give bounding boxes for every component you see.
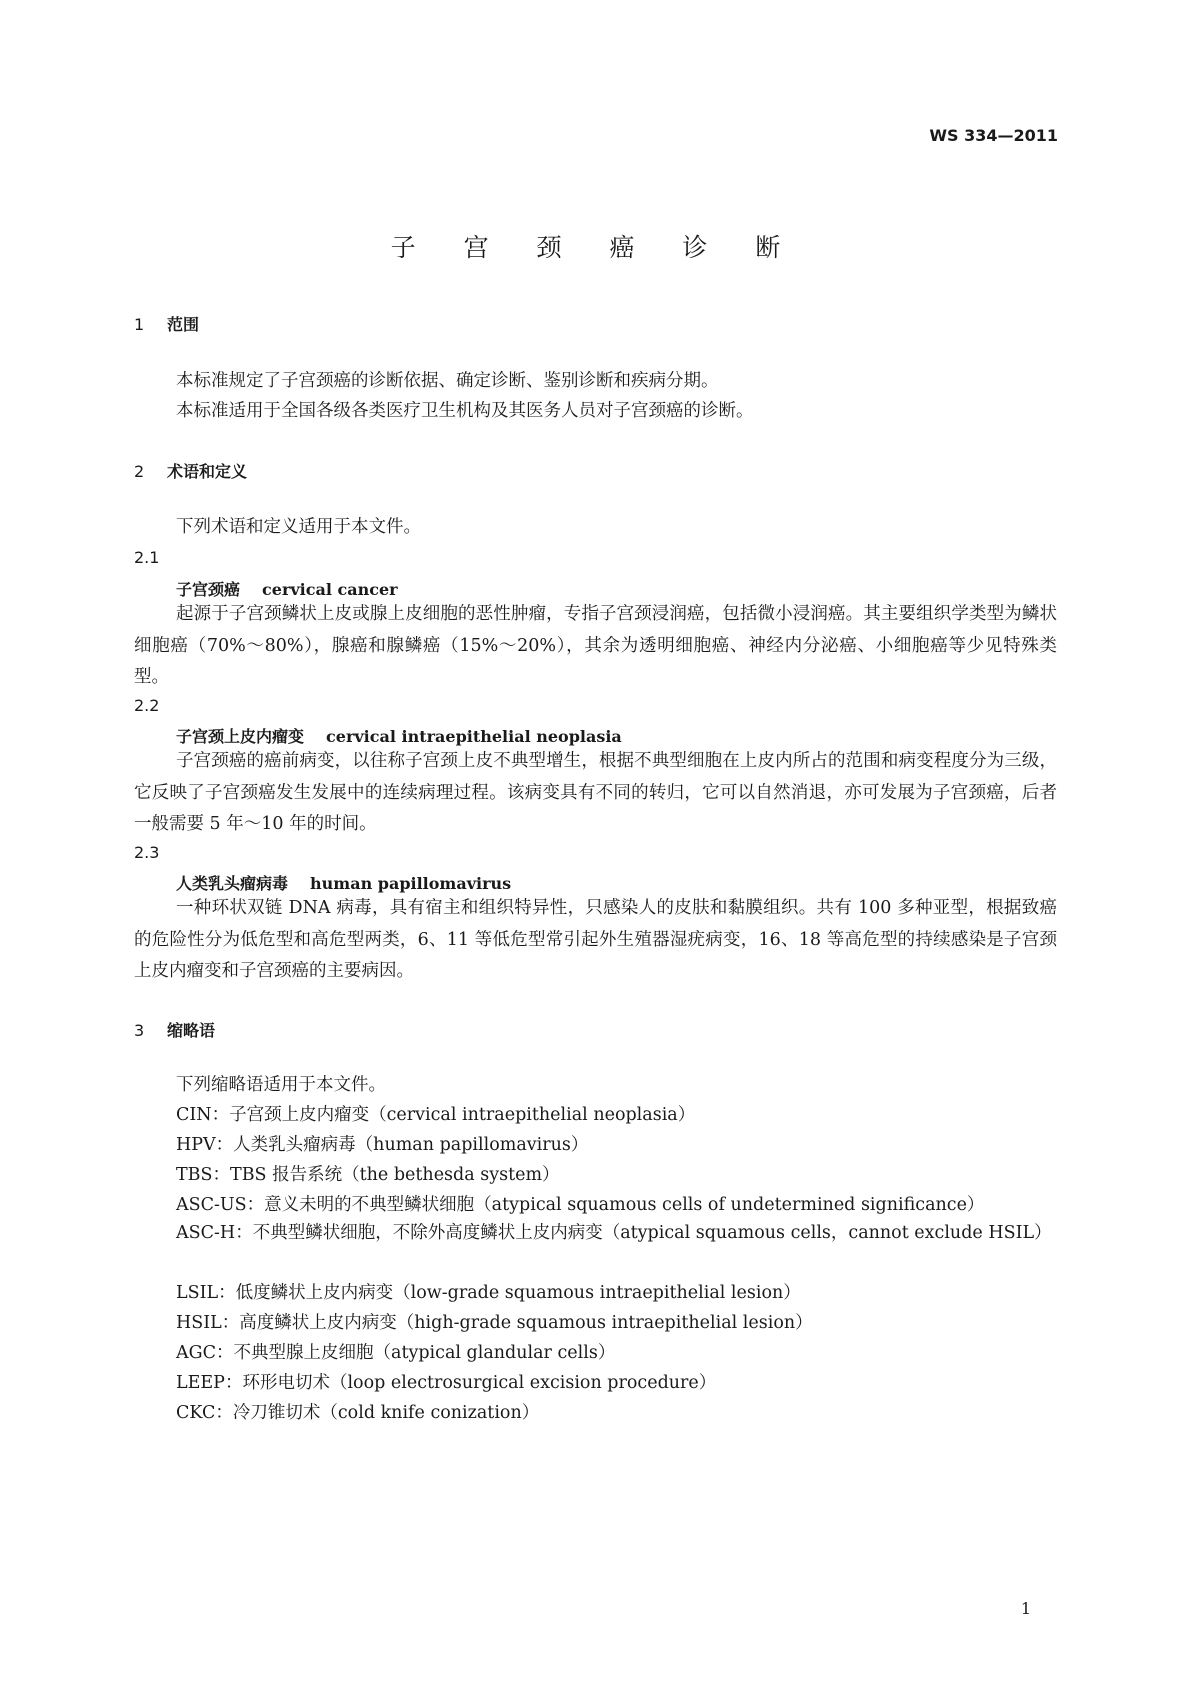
standard-code: WS 334—2011 <box>929 126 1058 145</box>
term-heading <box>176 871 511 894</box>
section-number: 1 <box>134 315 145 334</box>
section-number: 2 <box>134 462 145 481</box>
abbreviation-item: ASC-US：意义未明的不典型鳞状细胞（atypical squamous cells of undetermined significance） <box>176 1195 985 1215</box>
abbreviation-item: HPV：人类乳头瘤病毒（human papillomavirus） <box>176 1135 589 1155</box>
term-number: 2.2 <box>134 696 160 715</box>
term-definition: 子宫颈癌的癌前病变，以往称子宫颈上皮不典型增生，根据不典型细胞在上皮内所占的范围和病变程度分为三级，它反映了子宫颈癌发生发展中的连续病理过程。该病变具有不同的转归，它可以自然消退，亦可发展为子宫颈癌，后者一般需要 5 年～10 年的时间。 <box>134 751 1057 834</box>
page-number: 1 <box>1020 1599 1031 1618</box>
term-heading <box>176 577 398 600</box>
section-2-heading <box>134 459 247 482</box>
term-number: 2.3 <box>134 843 160 862</box>
section-1-paragraph-2: 本标准适用于全国各级各类医疗卫生机构及其医务人员对子宫颈癌的诊断。 <box>176 401 754 421</box>
section-title: 范围 <box>167 315 200 334</box>
section-title: 缩略语 <box>167 1021 216 1040</box>
term-cn: 人类乳头瘤病毒 <box>176 874 289 893</box>
term-definition: 起源于子宫颈鳞状上皮或腺上皮细胞的恶性肿瘤，专指子宫颈浸润癌，包括微小浸润癌。其主要组织学类型为鳞状细胞癌（70%～80%），腺癌和腺鳞癌（15%～20%），其余为透明细胞癌、神经内分泌癌、小细胞癌等少见特殊类型。 <box>134 604 1057 687</box>
section-2-intro: 下列术语和定义适用于本文件。 <box>176 517 421 537</box>
abbreviation-item: AGC：不典型腺上皮细胞（atypical glandular cells） <box>176 1343 616 1363</box>
term-en: human papillomavirus <box>310 874 512 893</box>
term-number: 2.1 <box>134 548 160 567</box>
abbreviation-item: ASC-H：不典型鳞状细胞，不除外高度鳞状上皮内病变（atypical squamous cells，cannot exclude HSIL） <box>176 1223 1052 1243</box>
abbreviation-item: LSIL：低度鳞状上皮内病变（low-grade squamous intraepithelial lesion） <box>176 1283 801 1303</box>
abbreviation-item: CKC：冷刀锥切术（cold knife conization） <box>176 1403 540 1423</box>
abbreviation-item: TBS：TBS 报告系统（the bethesda system） <box>176 1165 560 1185</box>
term-cn: 子宫颈癌 <box>176 580 241 599</box>
term-cn: 子宫颈上皮内瘤变 <box>176 727 305 746</box>
section-1-paragraph-1: 本标准规定了子宫颈癌的诊断依据、确定诊断、鉴别诊断和疾病分期。 <box>176 371 719 391</box>
section-3-heading <box>134 1018 215 1041</box>
section-number: 3 <box>134 1021 145 1040</box>
section-3-intro: 下列缩略语适用于本文件。 <box>176 1075 386 1095</box>
abbreviation-item: HSIL：高度鳞状上皮内病变（high-grade squamous intraepithelial lesion） <box>176 1313 813 1333</box>
section-title: 术语和定义 <box>167 462 248 481</box>
term-en: cervical cancer <box>262 580 398 599</box>
section-1-heading <box>134 312 199 335</box>
abbreviation-item: CIN：子宫颈上皮内瘤变（cervical intraepithelial neoplasia） <box>176 1105 696 1125</box>
term-heading <box>176 724 622 747</box>
abbreviation-item: LEEP：环形电切术（loop electrosurgical excision procedure） <box>176 1373 717 1393</box>
document-title: 子 宫 颈 癌 诊 断 <box>390 233 801 262</box>
term-definition: 一种环状双链 DNA 病毒，具有宿主和组织特异性，只感染人的皮肤和黏膜组织。共有 100 多种亚型，根据致癌的危险性分为低危型和高危型两类，6、11 等低危型常引起外生殖器湿疣病变，16、18 等高危型的持续感染是子宫颈上皮内瘤变和子宫颈癌的主要病因。 <box>134 898 1057 981</box>
term-en: cervical intraepithelial neoplasia <box>326 727 622 746</box>
